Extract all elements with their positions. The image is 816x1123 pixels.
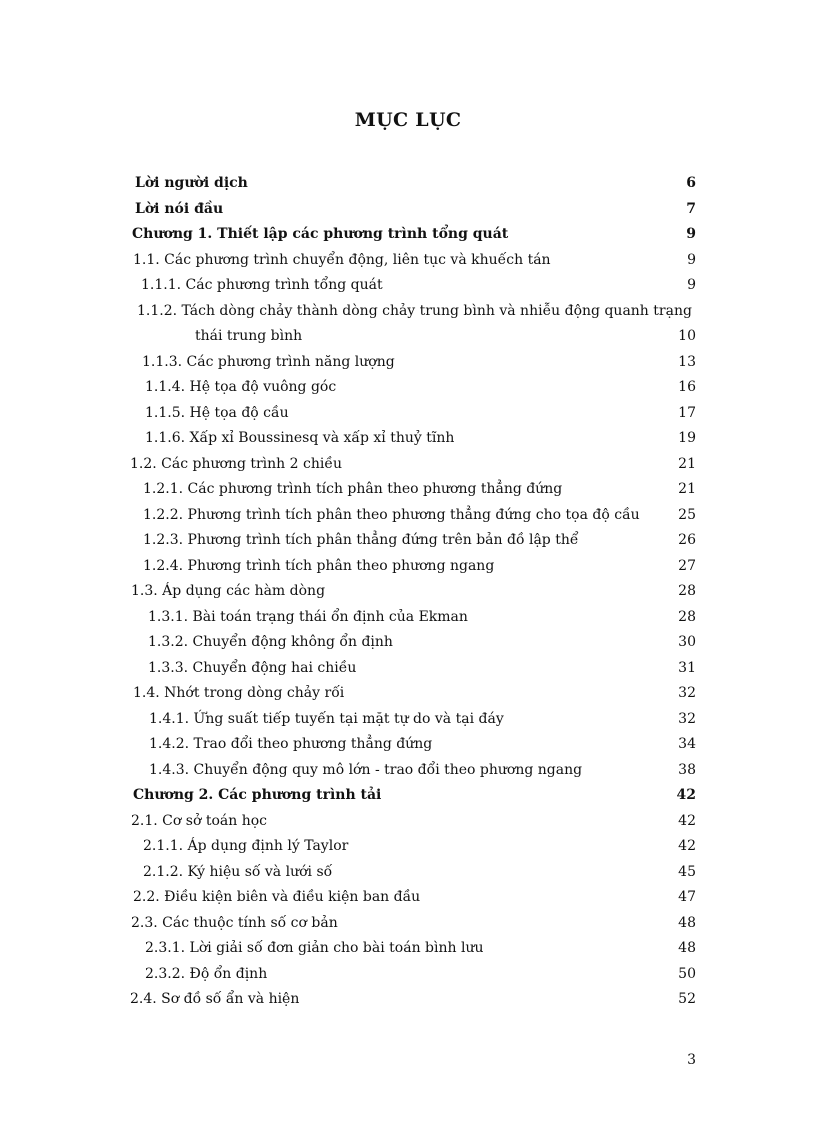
toc-entry-title: 2.3. Các thuộc tính số cơ bản <box>131 915 338 931</box>
toc-entry[interactable] <box>0 476 816 502</box>
toc-entry[interactable] <box>0 247 816 273</box>
toc-entry[interactable] <box>0 170 816 196</box>
toc-entry-title: 2.3.2. Độ ổn định <box>145 966 268 982</box>
toc-entry-page: 47 <box>678 889 696 905</box>
toc-entry-page: 27 <box>678 558 696 574</box>
toc-entry-page: 38 <box>678 762 696 778</box>
toc-entry[interactable] <box>0 782 816 808</box>
toc-entry-title: 1.1.3. Các phương trình năng lượng <box>142 354 395 370</box>
toc-entry-title: 2.1. Cơ sở toán học <box>131 813 267 829</box>
toc-entry[interactable] <box>0 986 816 1012</box>
toc-entry-page: 16 <box>678 379 696 395</box>
toc-entry-title: Chương 2. Các phương trình tải <box>133 787 382 803</box>
toc-entry-page: 42 <box>678 813 696 829</box>
toc-entry-title: 1.2.4. Phương trình tích phân theo phương ngang <box>143 558 495 574</box>
toc-entry-page: 10 <box>678 328 696 344</box>
toc-entry[interactable] <box>0 578 816 604</box>
toc-entry-title: 1.1. Các phương trình chuyển động, liên tục và khuếch tán <box>133 252 551 268</box>
page-title: MỤC LỤC <box>354 109 462 131</box>
toc-entry-title: Lời nói đầu <box>135 201 224 217</box>
toc-entry[interactable] <box>0 374 816 400</box>
toc-entry[interactable] <box>0 400 816 426</box>
toc-entry-page: 7 <box>686 201 696 217</box>
toc-entry-page: 21 <box>678 481 696 497</box>
toc-entry-title: 2.1.1. Áp dụng định lý Taylor <box>143 838 349 854</box>
toc-entry[interactable] <box>0 910 816 936</box>
toc-entry-page: 30 <box>678 634 696 650</box>
toc-entry-page: 9 <box>687 252 696 268</box>
toc-entry-title: 1.2.3. Phương trình tích phân thẳng đứng trên bản đồ lập thể <box>143 532 579 548</box>
toc-entry-page: 25 <box>678 507 696 523</box>
toc-entry[interactable] <box>0 680 816 706</box>
toc-entry[interactable] <box>0 451 816 477</box>
toc-entry-page: 32 <box>678 685 696 701</box>
toc-entry[interactable] <box>0 349 816 375</box>
toc-entry-title: 1.1.1. Các phương trình tổng quát <box>141 277 383 293</box>
toc-entry-page: 21 <box>678 456 696 472</box>
toc-entry-page: 50 <box>678 966 696 982</box>
toc-entry-title: 1.2.2. Phương trình tích phân theo phương thẳng đứng cho tọa độ cầu <box>143 507 640 523</box>
toc-entry-page: 13 <box>678 354 696 370</box>
toc-entry-title: 1.1.2. Tách dòng chảy thành dòng chảy trung bình và nhiễu động quanh trạng <box>137 303 692 319</box>
toc-entry[interactable] <box>0 604 816 630</box>
toc-entry[interactable] <box>0 196 816 222</box>
toc-entry[interactable] <box>0 706 816 732</box>
toc-entry-title: 1.2. Các phương trình 2 chiều <box>130 456 342 472</box>
toc-entry-page: 42 <box>678 838 696 854</box>
toc-entry-page: 48 <box>678 940 696 956</box>
toc-entry[interactable] <box>0 272 816 298</box>
toc-entry[interactable] <box>0 527 816 553</box>
toc-entry[interactable] <box>0 935 816 961</box>
toc-entry-page: 32 <box>678 711 696 727</box>
toc-entry-page: 9 <box>686 226 696 242</box>
toc-entry-title: 1.3.3. Chuyển động hai chiều <box>148 660 357 676</box>
toc-entry-page: 6 <box>686 175 696 191</box>
toc-entry[interactable] <box>0 221 816 247</box>
toc-entry-page: 31 <box>678 660 696 676</box>
toc-entry-page: 52 <box>678 991 696 1007</box>
toc-entry-page: 45 <box>678 864 696 880</box>
toc-entry-continuation[interactable] <box>0 323 816 349</box>
toc-entry[interactable] <box>0 731 816 757</box>
toc-entry[interactable] <box>0 757 816 783</box>
toc-entry-title: 1.1.6. Xấp xỉ Boussinesq và xấp xỉ thuỷ tĩnh <box>145 430 455 446</box>
toc-entry-title: 1.4. Nhớt trong dòng chảy rối <box>133 685 345 701</box>
toc-entry-page: 28 <box>678 583 696 599</box>
toc-entry-title: 1.4.1. Ứng suất tiếp tuyến tại mặt tự do và tại đáy <box>149 711 504 727</box>
toc-entry-title: 1.2.1. Các phương trình tích phân theo phương thẳng đứng <box>143 481 563 497</box>
toc-entry-title: 2.3.1. Lời giải số đơn giản cho bài toán bình lưu <box>145 940 484 956</box>
toc-entry-title: 2.4. Sơ đồ số ẩn và hiện <box>130 991 300 1007</box>
toc-entry[interactable] <box>0 859 816 885</box>
toc-entry-page: 9 <box>687 277 696 293</box>
toc-entry-page: 42 <box>676 787 696 803</box>
toc-entry-page: 28 <box>678 609 696 625</box>
toc-entry[interactable] <box>0 655 816 681</box>
toc-entry-page: 48 <box>678 915 696 931</box>
toc-entry[interactable] <box>0 425 816 451</box>
toc-entry-title: 1.3.2. Chuyển động không ổn định <box>148 634 393 650</box>
toc-entry-title: 1.4.2. Trao đổi theo phương thẳng đứng <box>149 736 433 752</box>
toc-entry[interactable] <box>0 884 816 910</box>
toc-entry-title: 1.4.3. Chuyển động quy mô lớn - trao đổi theo phương ngang <box>149 762 583 778</box>
toc-entry[interactable] <box>0 298 816 324</box>
toc-entry-title-continued: thái trung bình <box>195 328 303 344</box>
toc-entry-title: Chương 1. Thiết lập các phương trình tổng quát <box>132 226 509 242</box>
toc-entry[interactable] <box>0 553 816 579</box>
toc-entry[interactable] <box>0 629 816 655</box>
toc-entry[interactable] <box>0 808 816 834</box>
toc-entry-title: 2.1.2. Ký hiệu số và lưới số <box>143 864 333 880</box>
toc-entry-page: 34 <box>678 736 696 752</box>
toc-entry-title: 1.1.5. Hệ tọa độ cầu <box>145 405 289 421</box>
toc-entry[interactable] <box>0 961 816 987</box>
toc-entry-page: 19 <box>678 430 696 446</box>
toc-entry-page: 17 <box>678 405 696 421</box>
toc-entry-title: 2.2. Điều kiện biên và điều kiện ban đầu <box>133 889 421 905</box>
toc-entry-page: 26 <box>678 532 696 548</box>
toc-entry-title: Lời người dịch <box>135 175 248 191</box>
toc-entry[interactable] <box>0 833 816 859</box>
toc-entry-title: 1.3.1. Bài toán trạng thái ổn định của Ekman <box>148 609 468 625</box>
page-number: 3 <box>687 1052 696 1068</box>
toc-entry-title: 1.3. Áp dụng các hàm dòng <box>131 583 326 599</box>
toc-entry[interactable] <box>0 502 816 528</box>
toc-entry-title: 1.1.4. Hệ tọa độ vuông góc <box>145 379 337 395</box>
